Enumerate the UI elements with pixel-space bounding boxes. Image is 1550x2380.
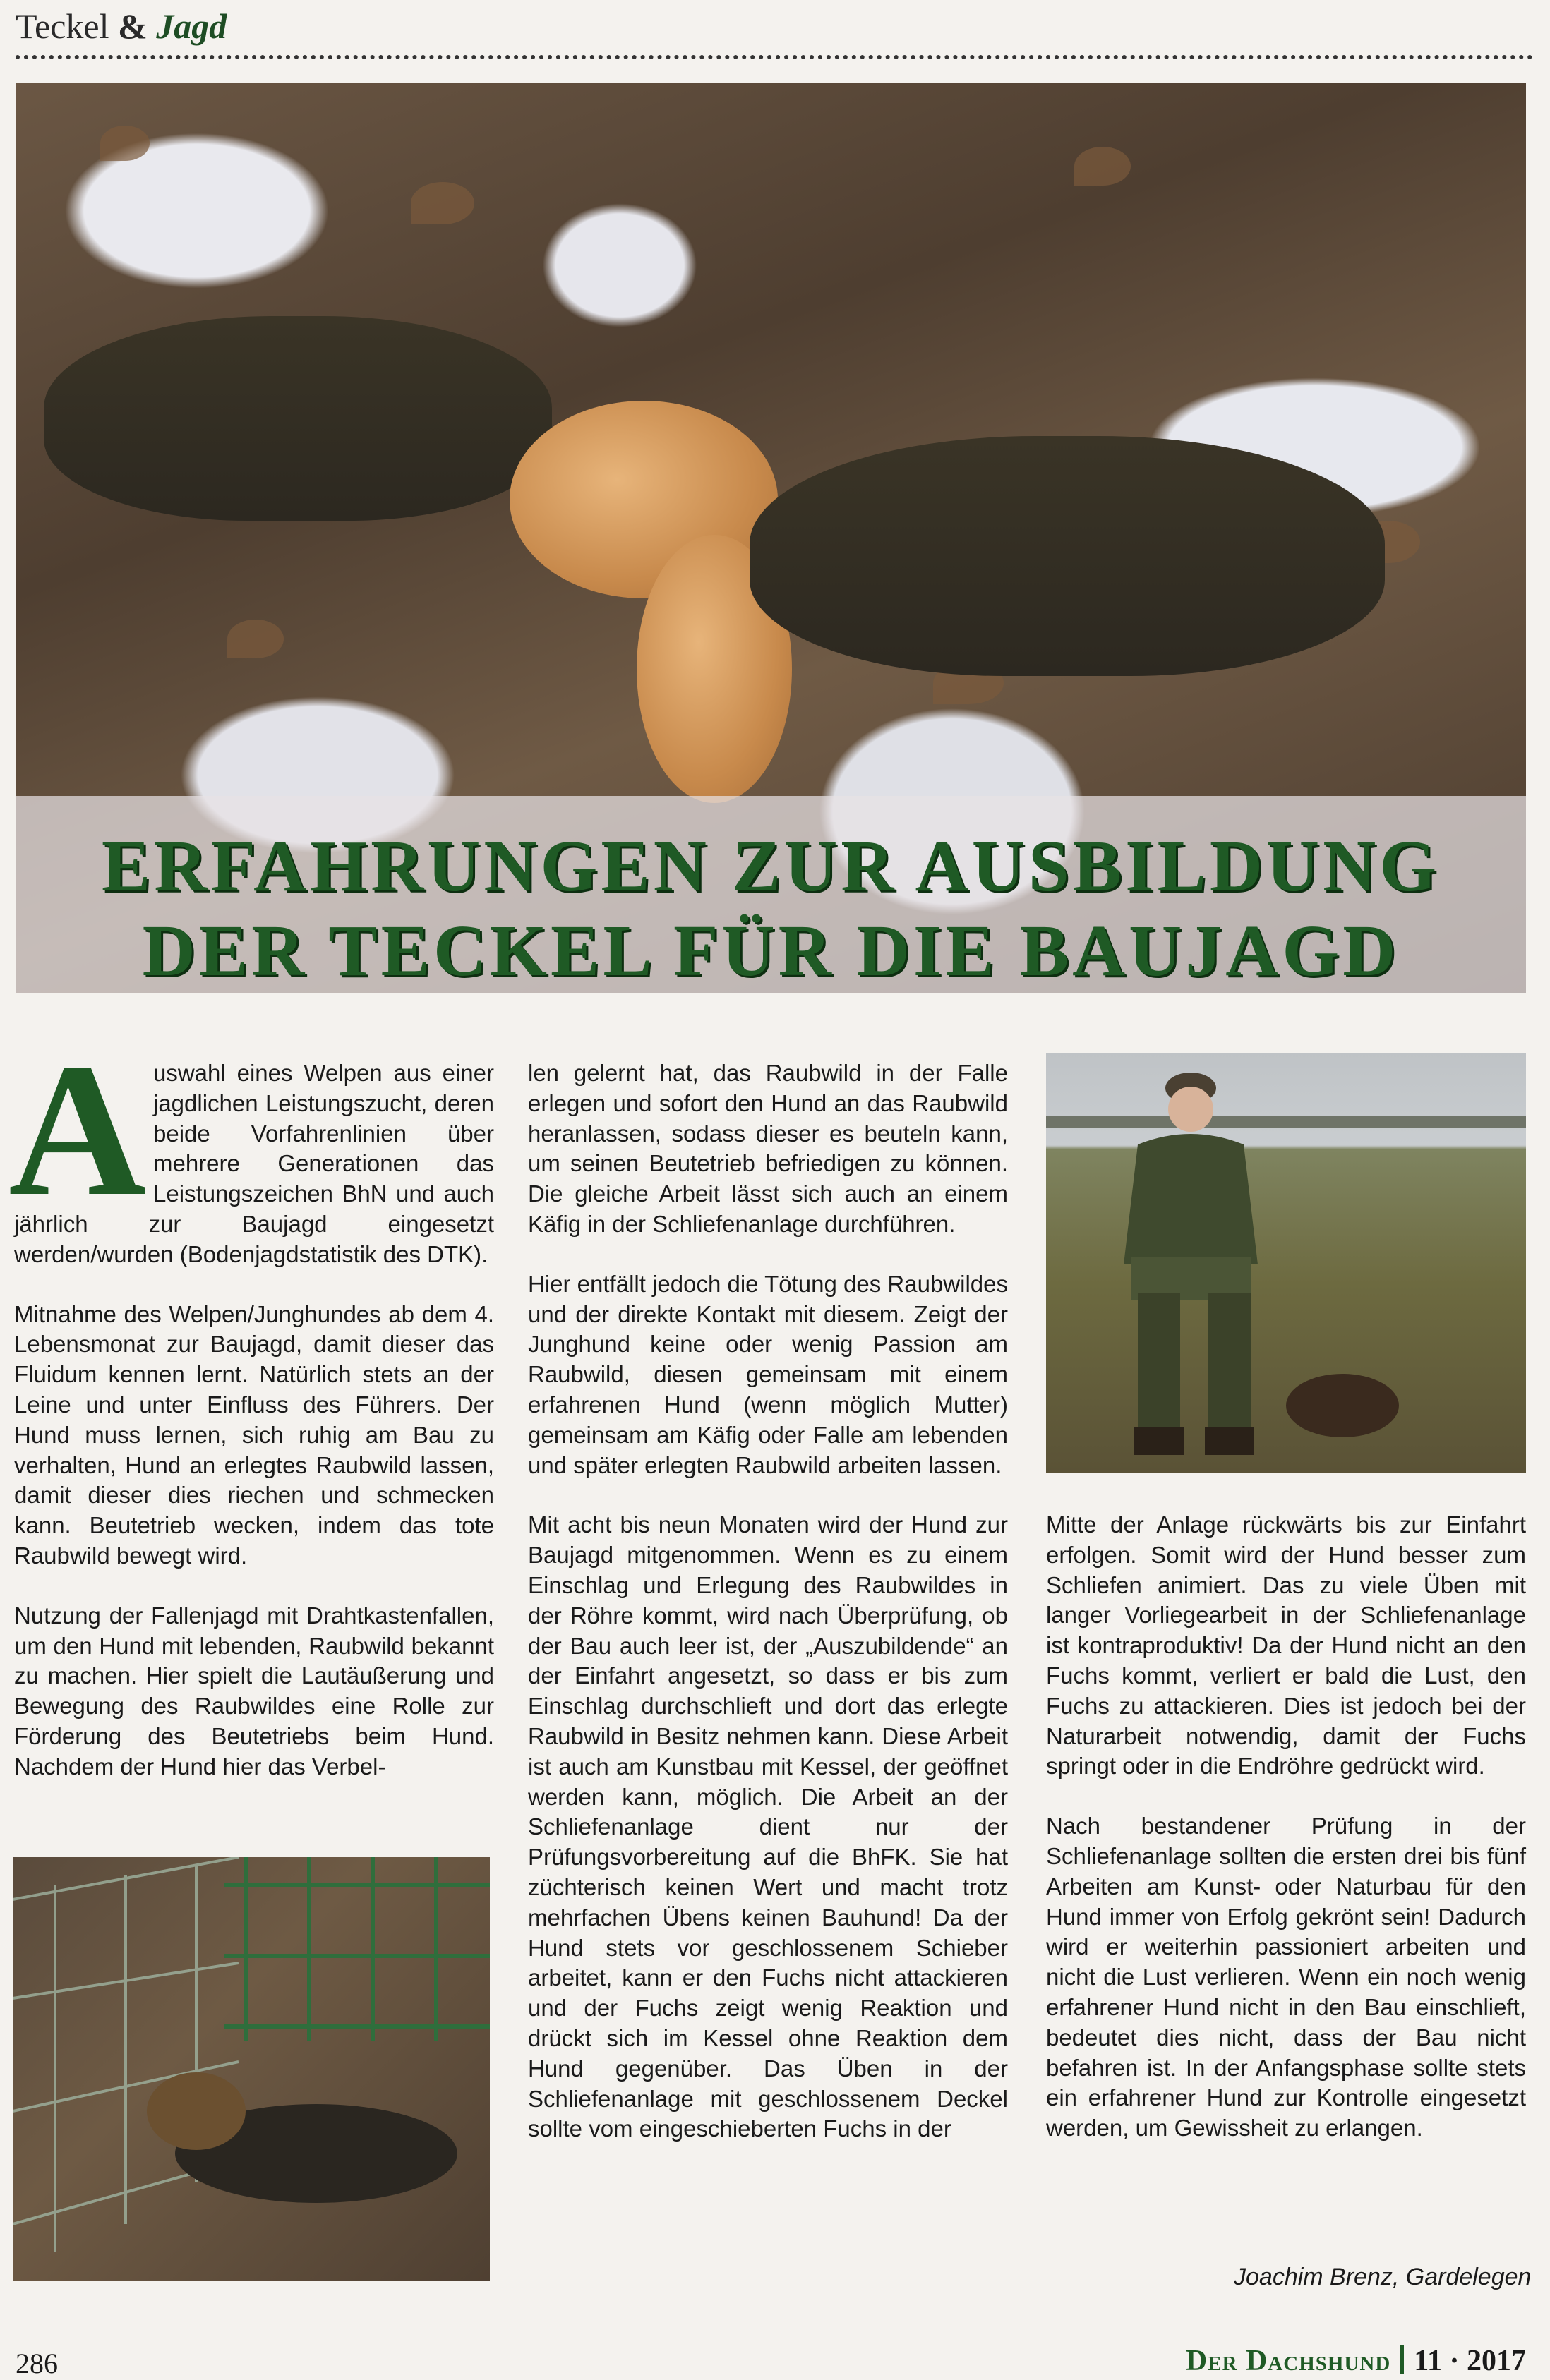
magazine-name: Der Dachshund <box>1185 2345 1391 2377</box>
leaf-shape <box>100 126 150 161</box>
trap-cage-icon <box>13 1857 490 2281</box>
title-band <box>16 796 1526 993</box>
leaf-shape <box>227 620 284 658</box>
paragraph-2: Mitnahme des Welpen/Junghundes ab dem 4. Lebensmonat zur Baujagd, damit dieser das Fluidum kennen lernt. Natürlich stets an der Leine und unter Einfluss des Führers. Der Hund muss lernen, sich ruhig am Bau zu verhalten, Hund an erlegtes Raubwild lassen, damit dieser dies riechen und schmecken kann. Beutetrieb wecken, indem das tote Raubwild bewegt wird. <box>14 1300 494 1569</box>
paragraph-1-text: uswahl eines Welpen aus einer jagdlichen Leistungszucht, deren beide Vorfahrenlinien über mehrere Generationen das Leistungszeichen BhN und auch jährlich zur Baujagd eingesetzt werden/wurden (Bodenjagdstatistik des DTK). <box>14 1060 494 1267</box>
drop-cap: A <box>8 1025 146 1236</box>
text-column-2 <box>528 1058 1008 2174</box>
author-signature: Joachim Brenz, Gardelegen <box>1234 2264 1532 2290</box>
section-ampersand: & <box>118 6 148 46</box>
paragraph-4: len gelernt hat, das Raubwild in der Falle erlegen und sofort den Hund an das Raubwild heranlassen, sodass dieser es beuteln kann, um seinen Beutetrieb befriedigen zu können. Die gleiche Arbeit lässt sich auch an einem Käfig in der Schliefenanlage durchführen. <box>528 1060 1008 1237</box>
paragraph-8: Nach bestandener Prüfung in der Schliefenanlage sollten die ersten drei bis fünf Arbeiten am Kunst- oder Naturbau für den Hund immer von Erfolg gekrönt sein! Dadurch wird er weiterhin passioniert arbeiten und nicht die Lust verlieren. Wenn ein noch wenig erfahrener Hund nicht in den Bau einschlieft, bedeutet dies nicht, dass der Bau nicht befahren ist. In der Anfangsphase sollte stets ein erfahrener Hund zur Kontrolle eingesetzt werden, um Gewissheit zu erlangen. <box>1046 1813 1526 2142</box>
header-dotted-rule <box>16 55 1533 59</box>
dachshund-right <box>750 436 1385 676</box>
dog-shape <box>1286 1374 1399 1437</box>
leaf-shape <box>1074 147 1131 186</box>
text-column-1 <box>8 1025 494 1812</box>
photo-dog-at-trap <box>13 1857 490 2281</box>
paragraph-1 <box>8 1025 494 1270</box>
paragraph-3: Nutzung der Fallenjagd mit Drahtkastenfallen, um den Hund mit lebenden, Raubwild bekannt zu machen. Hier spielt die Lautäußerung und Bewegung des Raubwildes eine Rolle zur Förderung des Beutetriebs beim Hund. Nachdem der Hund hier das Verbel- <box>14 1602 494 1780</box>
photo-hunter-with-dog <box>1046 1053 1526 1473</box>
article-title-line2: DER TECKEL FÜR DIE BAUJAGD <box>142 910 1400 991</box>
paragraph-7: Mitte der Anlage rückwärts bis zur Einfahrt erfolgen. Somit wird der Hund besser zum Schliefen animiert. Das zu viele Üben mit langer Vorliegearbeit in der Schliefenanlage ist kontraproduktiv! Da der Hund nicht an den Fuchs kommt, verliert er bald die Lust, den Fuchs zu attackieren. Dies ist jedoch bei der Naturarbeit notwendig, damit der Fuchs springt oder in die Endröhre gedrückt wird. <box>1046 1511 1526 1780</box>
page-number: 286 <box>16 2348 58 2379</box>
paragraph-5: Hier entfällt jedoch die Tötung des Raubwildes und der direkte Kontakt mit diesem. Zeigt der Junghund keine oder wenig Passion am Raubwild, diesen gemeinsam mit einem erfahrenen Hund (wenn möglich Mutter) gemeinsam am Käfig oder Falle am lebenden und später erlegten Raubwild arbeiten lassen. <box>528 1270 1008 1478</box>
section-header <box>16 6 227 47</box>
subsection-label: Jagd <box>156 6 227 46</box>
hero-photo <box>16 83 1526 993</box>
leaf-shape <box>411 182 474 224</box>
dachshund-left <box>44 316 552 521</box>
hunter-figure-icon <box>1046 1053 1526 1473</box>
paragraph-6: Mit acht bis neun Monaten wird der Hund zur Baujagd mitgenommen. Wenn es zu einem Einschlag und Erlegung des Raubwildes in der Röhre kommt, wird nach Überprüfung, ob der Bau auch leer ist, der „Auszubildende“ an der Einfahrt angesetzt, so dass er bis zum Einschlag durchschlieft und dort das erlegte Raubwild in Besitz nehmen kann. Diese Arbeit ist auch am Kunstbau mit Kessel, der geöffnet werden kann, möglich. Die Arbeit an der Schliefenanlage dient nur der Prüfungsvorbereitung auf die BhFK. Sie hat züchterisch keinen Wert und macht trotz mehrfachen Übens keinen Bauhund! Da der Hund stets vor geschlossenem Schieber arbeitet, kann er den Fuchs nicht attackieren und der Fuchs zeigt wenig Reaktion und drückt sich im Kessel ohne Reaktion dem Hund gegenüber. Das Üben in der Schliefenanlage mit geschlossenem Deckel sollte vom eingeschieberten Fuchs in der <box>528 1511 1008 2142</box>
footer-divider <box>1400 2345 1404 2374</box>
text-column-3 <box>1046 1510 1526 2173</box>
footer-masthead <box>1186 2344 1526 2378</box>
article-title-line1: ERFAHRUNGEN ZUR AUSBILDUNG <box>101 826 1441 907</box>
issue-number: 11 · 2017 <box>1414 2345 1526 2377</box>
section-label: Teckel <box>16 6 109 46</box>
